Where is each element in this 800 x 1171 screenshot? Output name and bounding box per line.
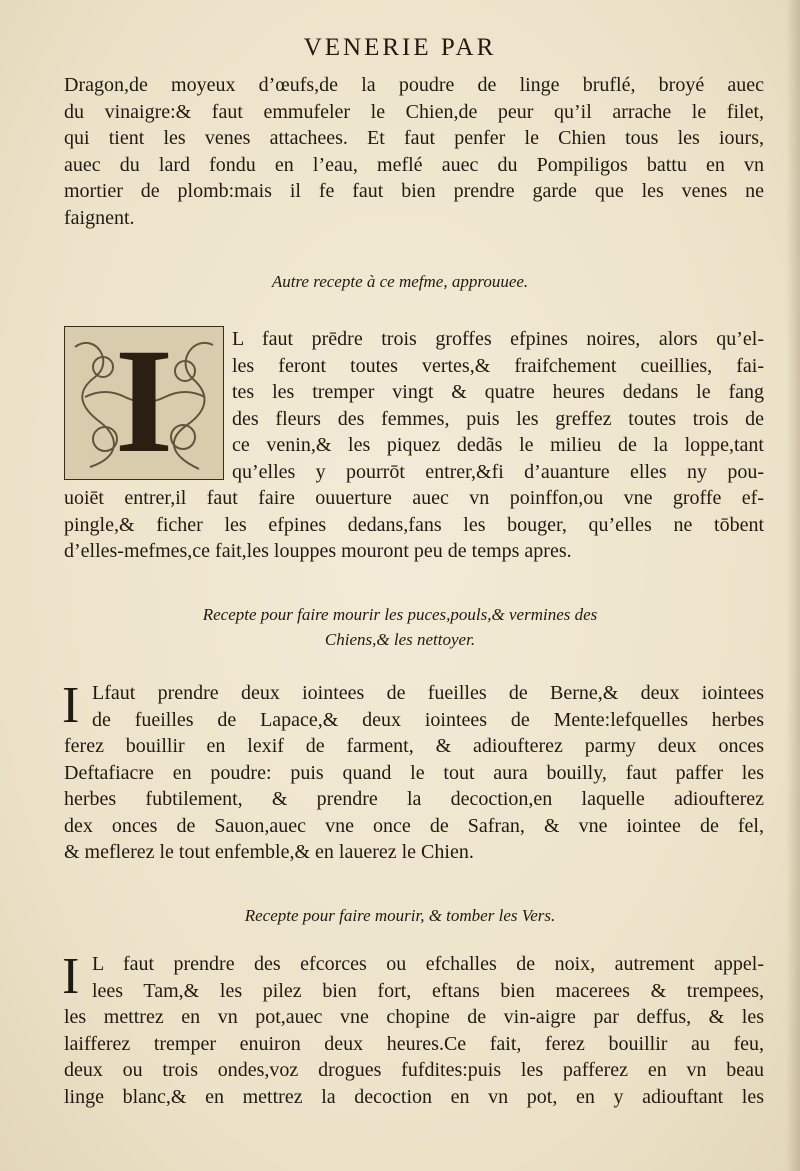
paragraph-2 bbox=[64, 326, 764, 565]
text-line: ferez bouillir en lexif de farment, & adioufterez parmy deux onces bbox=[64, 735, 764, 757]
section-heading-1: Autre recepte à ce mefme, approuuee. bbox=[271, 272, 529, 291]
text-line: ce venin,& les piquez dedãs le milieu de la loppe,tant bbox=[232, 434, 764, 456]
text-line: Lfaut prendre deux iointees de fueilles de Berne,& deux iointees bbox=[92, 682, 764, 704]
text-line: Deftafiacre en poudre: puis quand le tout aura bouilly, faut paffer les bbox=[64, 761, 764, 784]
initial-letter: I bbox=[114, 326, 174, 480]
text-line: Dragon,de moyeux d’œufs,de la poudre de linge bruflé, broyé auec bbox=[64, 74, 764, 96]
text-line: tes les tremper vingt & quatre heures dedans le fang bbox=[232, 381, 764, 403]
paragraph-4 bbox=[62, 948, 764, 1110]
text-line: deux ou trois ondes,voz drogues fufdites:puis les pafferez en vn beau bbox=[64, 1059, 764, 1081]
text-line: du vinaigre:& faut emmufeler le Chien,de peur qu’il arrache le filet, bbox=[64, 100, 764, 123]
drop-cap: I bbox=[62, 677, 80, 734]
text-line: qui tient les venes attachees. Et faut penfer le Chien tous les iours, bbox=[64, 127, 764, 149]
heading-line: Recepte pour faire mourir les puces,pouls,& vermines des bbox=[202, 605, 598, 624]
text-line: lees Tam,& les pilez bien fort, eftans bien macerees & trempees, bbox=[92, 979, 764, 1002]
text-line: qu’elles y pourrōt entrer,&fi d’auanture elles ny pou- bbox=[232, 460, 764, 483]
text-line: uoiēt entrer,il faut faire ouuerture auec vn poinffon,ou vne groffe ef- bbox=[64, 487, 764, 509]
drop-cap: I bbox=[62, 948, 80, 1005]
text-line: L faut prendre des efcorces ou efchalles de noix, autrement appel- bbox=[92, 953, 764, 975]
text-line: auec du lard fondu en l’eau, meflé auec du Pompiligos battu en vn bbox=[64, 153, 764, 176]
text-line: des fleurs des femmes, puis les greffez toutes trois de bbox=[232, 407, 764, 430]
text-line: L faut prēdre trois groffes efpines noires, alors qu’el- bbox=[232, 328, 764, 350]
text-line: dex onces de Sauon,auec vne once de Safran, & vne iointee de fel, bbox=[64, 814, 764, 837]
section-heading-3: Recepte pour faire mourir, & tomber les Vers. bbox=[244, 906, 556, 925]
text-line: pingle,& ficher les efpines dedans,fans les bouger, qu’elles ne tōbent bbox=[64, 513, 764, 536]
section-heading-2 bbox=[0, 602, 800, 652]
paragraph-1 bbox=[64, 72, 764, 231]
text-line: les feront toutes vertes,& fraifchement cueillies, fai- bbox=[232, 354, 764, 377]
text-line: d’elles-mefmes,ce fait,les louppes mouront peu de temps apres. bbox=[64, 540, 572, 562]
text-line: de fueilles de Lapace,& deux iointees de Mente:lefquelles herbes bbox=[92, 708, 764, 731]
text-line: laifferez tremper enuiron deux heures.Ce fait, ferez bouillir au feu, bbox=[64, 1032, 764, 1055]
text-line: herbes fubtilement, & prendre la decoction,en laquelle adioufterez bbox=[64, 788, 764, 810]
text-line: les mettrez en vn pot,auec vne chopine de vin-aigre par deffus, & les bbox=[64, 1006, 764, 1028]
running-head: VENERIE PAR bbox=[303, 34, 497, 61]
page-edge-shadow bbox=[786, 0, 800, 1171]
text-line: linge blanc,& en mettrez la decoction en vn pot, en y adiouftant les bbox=[64, 1085, 764, 1108]
text-line: faignent. bbox=[64, 206, 135, 229]
paragraph-3 bbox=[62, 677, 764, 866]
text-line: mortier de plomb:mais il fe faut bien prendre garde que les venes ne bbox=[64, 180, 764, 202]
heading-line: Chiens,& les nettoyer. bbox=[324, 630, 476, 649]
text-line: & meflerez le tout enfemble,& en lauerez le Chien. bbox=[64, 841, 474, 863]
